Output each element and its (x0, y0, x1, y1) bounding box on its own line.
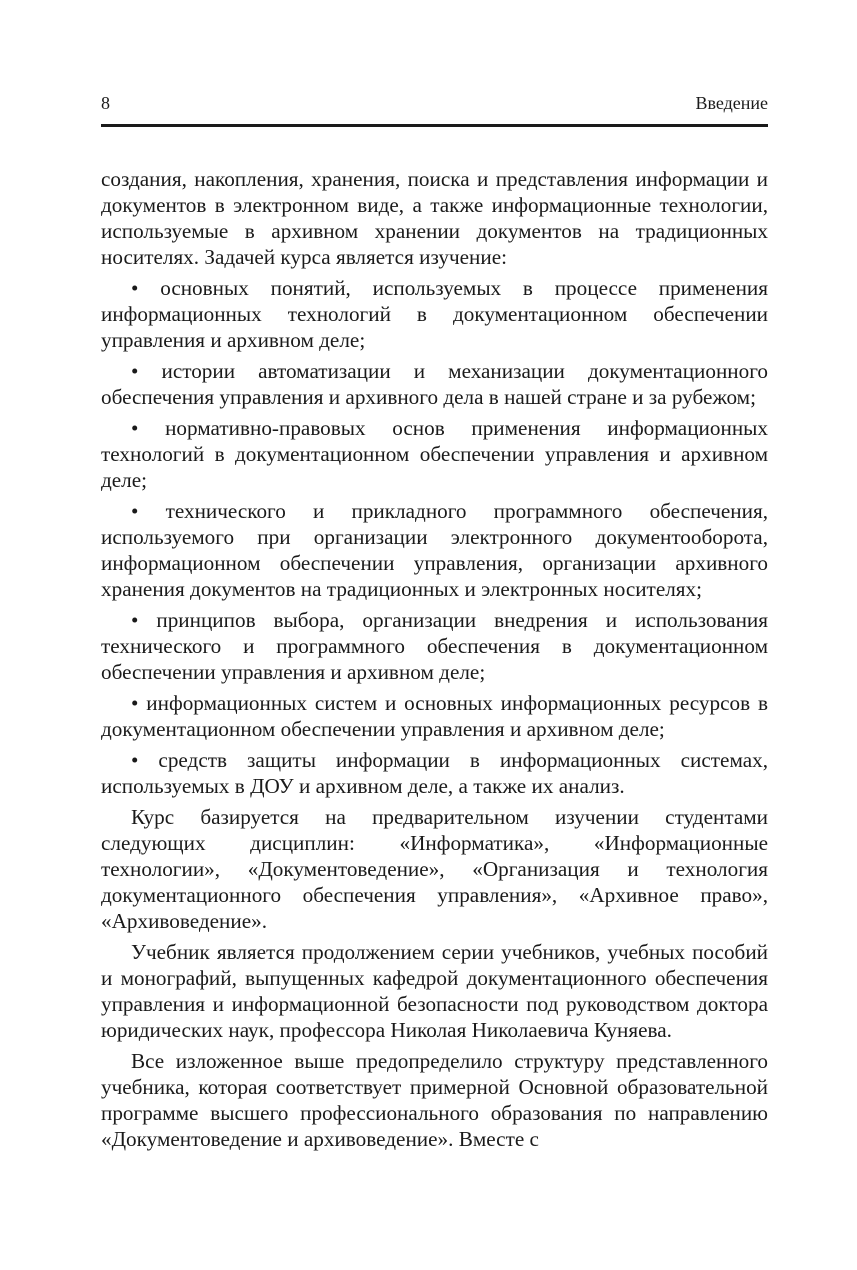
page-header (101, 91, 768, 115)
header-rule (101, 124, 768, 127)
list-item: • нормативно-правовых основ применения информационных технологий в документационном обеспечении управления и архивном деле; (101, 416, 768, 492)
list-item: • информационных систем и основных информационных ресурсов в документационном обеспечении управления и архивном деле; (101, 691, 768, 741)
paragraph: Курс базируется на предварительном изучении студентами следующих дисциплин: «Информатика», «Информационные технологии», «Документоведение», «Организация и технология документационного обеспечения управления», «Архивное право», «Архивоведение». (101, 805, 768, 933)
paragraph: Все изложенное выше предопределило структуру представленного учебника, которая соответствует примерной Основной образовательной программе высшего профессионального образования по направлению «Документоведение и архивоведение». Вместе с (101, 1049, 768, 1151)
list-item: • истории автоматизации и механизации документационного обеспечения управления и архивного дела в нашей стране и за рубежом; (101, 359, 768, 409)
paragraph: Учебник является продолжением серии учебников, учебных пособий и монографий, выпущенных кафедрой документационного обеспечения управления и информационной безопасности под руководством доктора юридических наук, профессора Николая Николаевича Куняева. (101, 940, 768, 1042)
list-item: • средств защиты информации в информационных системах, используемых в ДОУ и архивном деле, а также их анализ. (101, 748, 768, 798)
body-text (101, 166, 768, 1157)
list-item: • технического и прикладного программного обеспечения, используемого при организации электронного документооборота, информационном обеспечении управления, организации архивного хранения документов на традиционных и электронных носителях; (101, 499, 768, 601)
running-title: Введение (695, 93, 768, 113)
page-number: 8 (101, 93, 110, 113)
list-item: • принципов выбора, организации внедрения и использования технического и программного обеспечения в документационном обеспечении управления и архивном деле; (101, 608, 768, 684)
list-item: • основных понятий, используемых в процессе применения информационных технологий в документационном обеспечении управления и архивном деле; (101, 276, 768, 352)
paragraph: создания, накопления, хранения, поиска и представления информации и документов в электронном виде, а также информационные технологии, используемые в архивном хранении документов на традиционных носителях. Задачей курса является изучение: (101, 167, 768, 269)
